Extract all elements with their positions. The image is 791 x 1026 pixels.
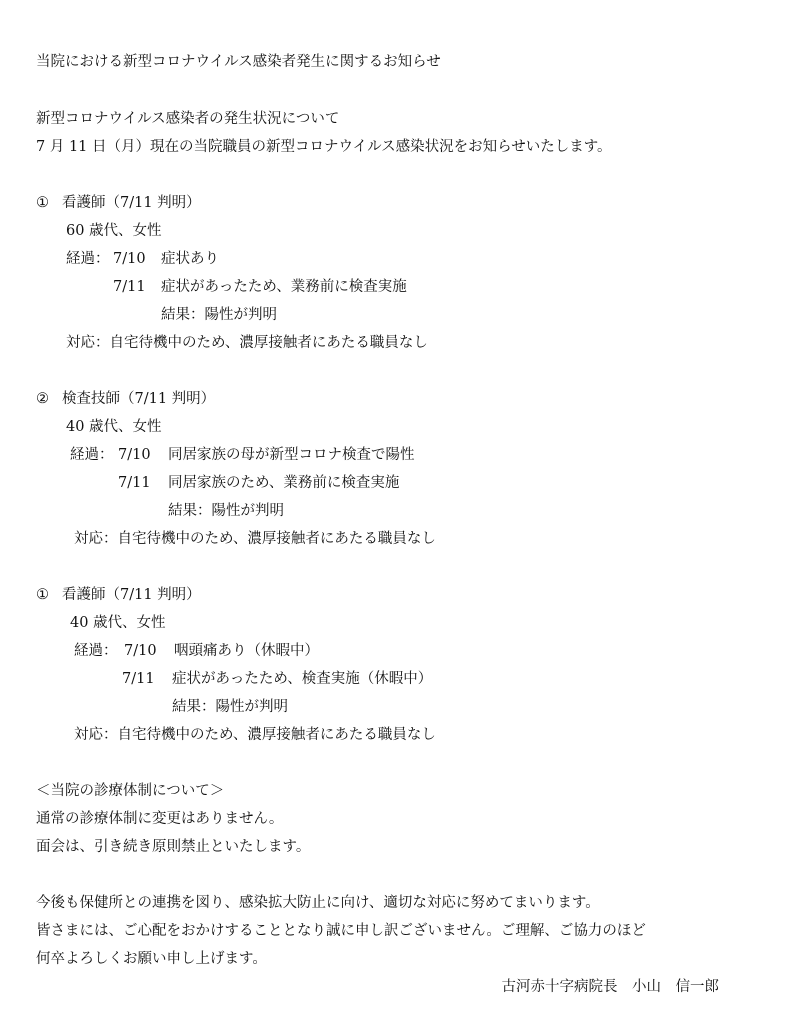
section-heading: 新型コロナウイルス感染者の発生状況について: [36, 111, 340, 127]
case-2-course-1-date: 7/10: [118, 447, 151, 463]
care-line-1: 通常の診療体制に変更はありません。: [36, 811, 284, 827]
case-3-course-1-text: 咽頭痛あり（休暇中）: [174, 643, 319, 659]
case-2-result: 結果：陽性が判明: [168, 503, 284, 519]
case-1-course-2-date: 7/11: [113, 279, 146, 295]
case-3-result: 結果：陽性が判明: [172, 699, 288, 715]
document-title: 当院における新型コロナウイルス感染者発生に関するお知らせ: [36, 54, 441, 70]
closing-line-1: 今後も保健所との連携を図り、感染拡大防止に向け、適切な対応に努めてまいります。: [36, 895, 600, 911]
case-2-course-1-text: 同居家族の母が新型コロナ検査で陽性: [168, 447, 415, 463]
case-3-number: ①: [36, 587, 49, 603]
case-1-course-2-text: 症状があったため、業務前に検査実施: [161, 279, 407, 295]
care-line-2: 面会は、引き続き原則禁止といたします。: [36, 839, 311, 855]
case-2-course-2-text: 同居家族のため、業務前に検査実施: [168, 475, 400, 491]
closing-line-3: 何卒よろしくお願い申し上げます。: [36, 951, 267, 967]
intro-text: 7 月 11 日（月）現在の当院職員の新型コロナウイルス感染状況をお知らせいたします。: [36, 139, 612, 155]
care-heading: ＜当院の診療体制について＞: [36, 783, 225, 799]
case-2-role: 検査技師（7/11 判明）: [62, 391, 216, 407]
case-2-course-2-date: 7/11: [118, 475, 151, 491]
case-1-result: 結果：陽性が判明: [161, 307, 277, 323]
signature: 古河赤十字病院長 小山 信一郎: [501, 979, 719, 995]
case-2-profile: 40 歳代、女性: [66, 419, 162, 435]
case-1-profile: 60 歳代、女性: [66, 223, 162, 239]
case-2-response: 対応：自宅待機中のため、濃厚接触者にあたる職員なし: [74, 531, 436, 547]
case-1-course-label: 経過：: [66, 251, 110, 267]
case-3-course-label: 経過：: [74, 643, 118, 659]
case-3-response: 対応：自宅待機中のため、濃厚接触者にあたる職員なし: [74, 727, 436, 743]
case-3-profile: 40 歳代、女性: [70, 615, 166, 631]
case-1-role: 看護師（7/11 判明）: [62, 195, 201, 211]
case-1-response: 対応：自宅待機中のため、濃厚接触者にあたる職員なし: [66, 335, 428, 351]
case-3-course-2-text: 症状があったため、検査実施（休暇中）: [172, 671, 433, 687]
case-2-course-label: 経過：: [70, 447, 114, 463]
case-3-course-1-date: 7/10: [124, 643, 157, 659]
case-3-course-2-date: 7/11: [122, 671, 155, 687]
case-1-number: ①: [36, 195, 49, 211]
case-1-course-1-date: 7/10: [113, 251, 146, 267]
case-2-number: ②: [36, 391, 49, 407]
closing-line-2: 皆さまには、ご心配をおかけすることとなり誠に申し訳ございません。ご理解、ご協力のほど: [36, 923, 646, 939]
case-1-course-1-text: 症状あり: [161, 251, 219, 267]
case-3-role: 看護師（7/11 判明）: [62, 587, 201, 603]
